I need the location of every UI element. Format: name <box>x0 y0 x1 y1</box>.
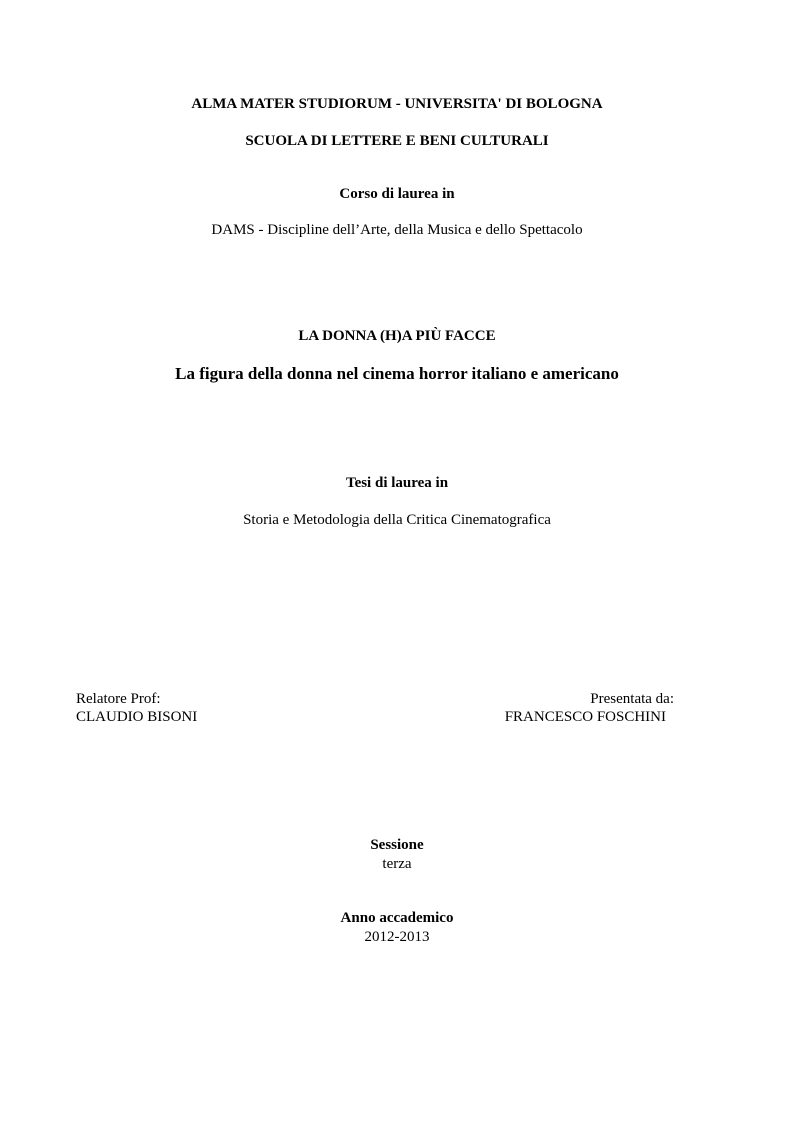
advisor-label: Relatore Prof: <box>76 691 161 707</box>
thesis-title: LA DONNA (H)A PIÙ FACCE <box>298 328 496 344</box>
thesis-subtitle: La figura della donna nel cinema horror italiano e americano <box>175 364 619 383</box>
course-label: Corso di laurea in <box>339 186 455 202</box>
academic-year-label: Anno accademico <box>340 910 454 926</box>
thesis-subject: Storia e Metodologia della Critica Cinematografica <box>243 512 551 528</box>
session-value: terza <box>382 856 412 872</box>
university-name: ALMA MATER STUDIORUM - UNIVERSITA' DI BOLOGNA <box>191 96 603 112</box>
course-name: DAMS - Discipline dell’Arte, della Musica e dello Spettacolo <box>211 222 583 238</box>
academic-year-value: 2012-2013 <box>364 929 430 945</box>
presenter-label: Presentata da: <box>590 691 674 707</box>
presenter-name: FRANCESCO FOSCHINI <box>504 709 666 725</box>
school-name: SCUOLA DI LETTERE E BENI CULTURALI <box>245 133 549 149</box>
thesis-type-label: Tesi di laurea in <box>345 475 449 491</box>
advisor-name: CLAUDIO BISONI <box>76 709 198 725</box>
advisor-block <box>76 690 197 726</box>
session-label: Sessione <box>370 837 424 853</box>
presenter-block <box>505 690 674 726</box>
